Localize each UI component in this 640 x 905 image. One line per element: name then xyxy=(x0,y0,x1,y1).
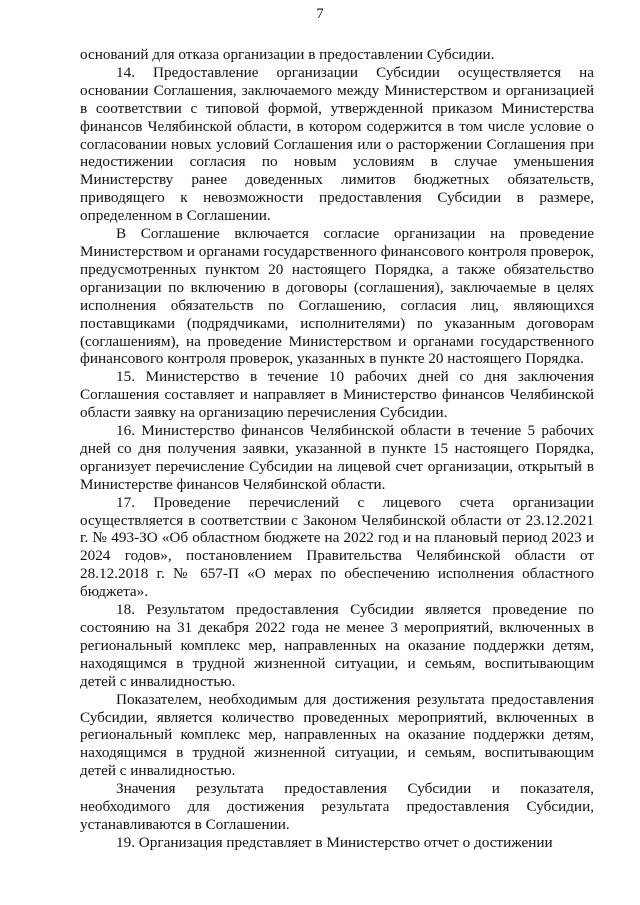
paragraph-item-17: 17. Проведение перечислений с лицевого счета организации осуществляется в соответствии с Законом Челябинской области от 23.12.2021 г. № 493-ЗО «Об областном бюджете на 2022 год и на плановый период 2023 и 2024 годов», постановлением Правительства Челябинской области от 28.12.2018 г. № 657-П «О мерах по обеспечению исполнения областного бюджета». xyxy=(80,493,594,601)
paragraph-values: Значения результата предоставления Субсидии и показателя, необходимого для достижения результата предоставления Субсидии, устанавливаются в Соглашении. xyxy=(80,780,594,833)
page-number: 7 xyxy=(316,6,324,22)
paragraph-indicator: Показателем, необходимым для достижения результата предоставления Субсидии, является количество проведенных мероприятий, включенных в региональный комплекс мер, направленных на оказание поддержки детям, находящимся в трудной жизненной ситуации, и семьям, воспитывающим детей с инвалидностью. xyxy=(80,690,594,780)
paragraph-item-14: 14. Предоставление организации Субсидии осуществляется на основании Соглашения, заключаемого между Министерством и организацией в соответствии с типовой формой, утвержденной приказом Министерства финансов Челябинской области, в котором содержится в том числе условие о согласовании новых условий Соглашения или о расторжении Соглашения при недостижении согласия по новым условиям в случае уменьшения Министерству ранее доведенных лимитов бюджетных обязательств, приводящего к невозможности предоставления Субсидии в размере, определенном в Соглашении. xyxy=(80,63,594,225)
paragraph-item-16: 16. Министерство финансов Челябинской области в течение 5 рабочих дней со дня получения заявки, указанной в пункте 15 настоящего Порядка, организует перечисление Субсидии на лицевой счет организации, открытый в Министерстве финансов Челябинской области. xyxy=(80,422,594,493)
paragraph-continuation: оснований для отказа организации в предоставлении Субсидии. xyxy=(80,46,495,63)
paragraph-item-15: 15. Министерство в течение 10 рабочих дней со дня заключения Соглашения составляет и направляет в Министерство финансов Челябинской области заявку на организацию перечисления Субсидии. xyxy=(80,368,594,422)
paragraph-item-18: 18. Результатом предоставления Субсидии является проведение по состоянию на 31 декабря 2022 года не менее 3 мероприятий, включенных в региональный комплекс мер, направленных на оказание поддержки детям, находящимся в трудной жизненной ситуации, и семьям, воспитывающим детей с инвалидностью. xyxy=(80,601,594,690)
document-body xyxy=(80,46,594,852)
paragraph-agreement-consent: В Соглашение включается согласие организации на проведение Министерством и органами государственного финансового контроля проверок, предусмотренных пунктом 20 настоящего Порядка, а также обязательство организации по включению в договоры (соглашения), заключаемые в целях исполнения обязательств по Соглашению, согласия лиц, являющихся поставщиками (подрядчиками, исполнителями) по указанным договорам (соглашениям), на проведение Министерством и органами государственного финансового контроля проверок, указанных в пункте 20 настоящего Порядка. xyxy=(80,225,594,368)
paragraph-item-19: 19. Организация представляет в Министерство отчет о достижении xyxy=(116,833,553,851)
